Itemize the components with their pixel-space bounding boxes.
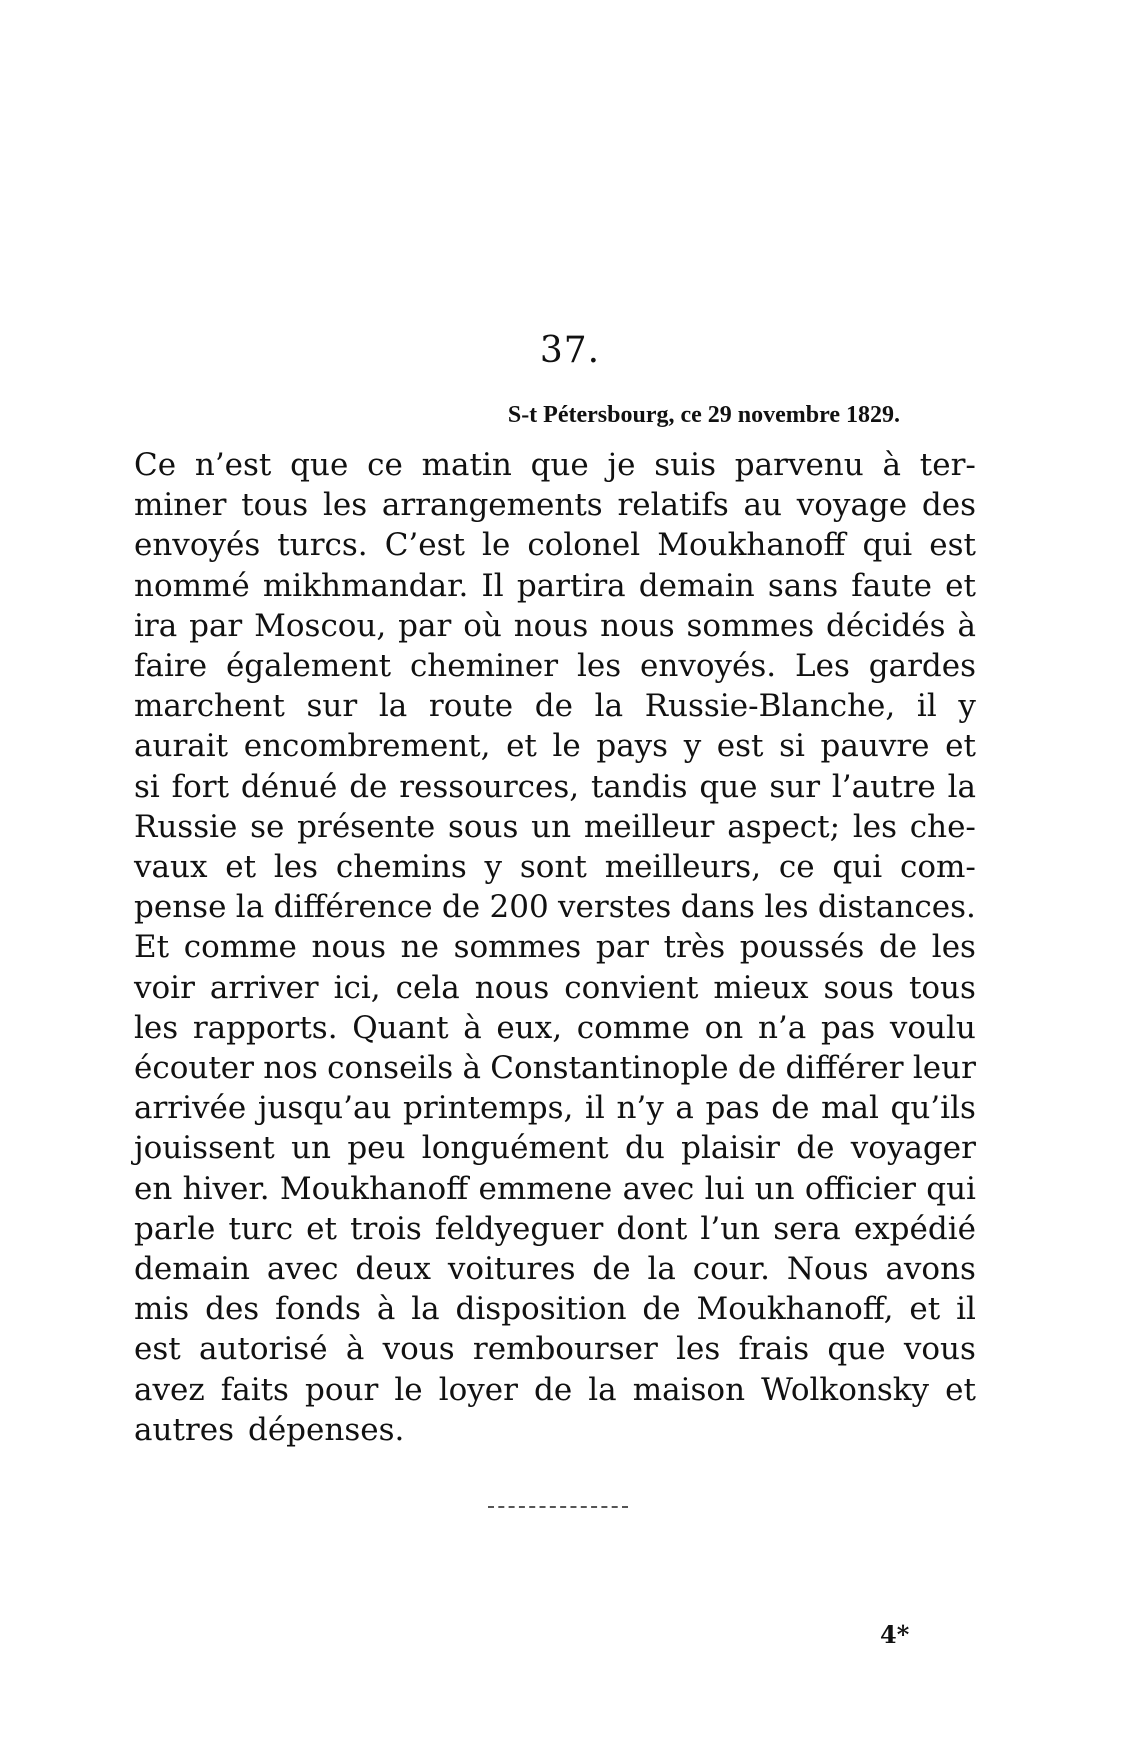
word: les (931, 929, 976, 966)
word: sera (773, 1210, 841, 1247)
word: la (378, 688, 408, 725)
word: par (595, 929, 649, 966)
word: demain (134, 1251, 250, 1288)
word: de (349, 768, 388, 805)
word: a (675, 1090, 694, 1127)
word: qu’ils (890, 1090, 976, 1127)
word: et (306, 1210, 337, 1247)
word: disposition (455, 1291, 627, 1328)
word: lui (704, 1170, 745, 1207)
word: conseils (327, 1050, 454, 1087)
text-line (134, 927, 976, 967)
word: un (754, 1170, 795, 1207)
word: est (929, 527, 976, 564)
word: à (957, 607, 976, 644)
word: turc (228, 1210, 294, 1247)
word: la (235, 889, 265, 926)
section-divider (488, 1506, 628, 1508)
word: plaisir (681, 1130, 780, 1167)
word: dépenses. (247, 1411, 405, 1448)
word: Les (795, 648, 850, 685)
word: le (552, 728, 581, 765)
word: meilleurs, (604, 849, 762, 886)
word: si (779, 728, 805, 765)
word: se (250, 808, 285, 845)
word: il (916, 688, 937, 725)
word: et (945, 1371, 976, 1408)
word: trois (350, 1210, 422, 1247)
word: avec (266, 1251, 339, 1288)
text-line (134, 887, 976, 927)
word: de (534, 1371, 573, 1408)
word: nous (311, 929, 387, 966)
word: la (588, 1371, 617, 1408)
word: vous (903, 1331, 976, 1368)
word: pour (305, 1371, 379, 1408)
word: de (642, 1291, 681, 1328)
word: dont (616, 1210, 688, 1247)
word: rembourser (472, 1331, 658, 1368)
word: Nous (786, 1251, 869, 1288)
text-line (134, 767, 976, 807)
word: voyage (796, 487, 908, 524)
word: tandis (590, 768, 688, 805)
word: qui (862, 527, 913, 564)
word: mieux (713, 969, 809, 1006)
word: marchent (134, 688, 285, 725)
word: C’est (384, 527, 465, 564)
text-line (134, 485, 976, 525)
word: expédié (853, 1210, 976, 1247)
word: aurait (134, 728, 229, 765)
word: de (771, 1090, 810, 1127)
word: les (322, 487, 368, 524)
text-line (134, 1209, 976, 1249)
word: par (189, 607, 243, 644)
word: n’y (616, 1090, 664, 1127)
word: les (273, 849, 319, 886)
word: que (827, 1331, 886, 1368)
word: envoyés. (640, 648, 777, 685)
word: eux, (496, 1009, 563, 1046)
word: et (945, 567, 976, 604)
word: en (134, 1170, 173, 1207)
word: avec (622, 1170, 695, 1207)
word: cour. (692, 1251, 771, 1288)
word: meilleur (583, 808, 715, 845)
word: voulu (889, 1009, 976, 1046)
text-line (134, 968, 976, 1008)
word: à (882, 447, 901, 483)
word: 200 (489, 889, 549, 926)
text-line (134, 606, 976, 646)
text-line (134, 1289, 976, 1329)
word: qui (926, 1170, 976, 1207)
word: sont (519, 849, 587, 886)
text-line (134, 1169, 976, 1209)
dateline: S-t Pétersbourg, ce 29 novembre 1829. (507, 402, 900, 428)
word: sous (823, 969, 894, 1006)
word: Wolkonsky (761, 1371, 930, 1408)
word: à (376, 1291, 396, 1328)
word: Moscou, (254, 607, 387, 644)
word: au (743, 487, 782, 524)
word: faits (220, 1371, 289, 1408)
word: envoyés (134, 527, 261, 564)
word: et (909, 1291, 941, 1328)
word: Moukhanoff (657, 527, 846, 564)
word: un (291, 1130, 331, 1167)
word: ici, (333, 969, 381, 1006)
word: Moukhanoff, (696, 1291, 894, 1328)
word: partira (516, 567, 626, 604)
text-line (134, 1249, 976, 1289)
word: Russie-Blanche, (644, 688, 896, 725)
word: aspect; (727, 808, 841, 845)
word: n’est (194, 447, 272, 483)
word: pas (820, 1009, 876, 1046)
word: loyer (438, 1371, 518, 1408)
word: Constantinople (490, 1050, 729, 1087)
word: emmene (478, 1170, 613, 1207)
word: route (428, 688, 514, 725)
word: de (534, 688, 573, 725)
text-line (134, 1329, 976, 1369)
word: Quant (352, 1009, 449, 1046)
text-line (134, 1128, 976, 1168)
word: à (345, 1331, 365, 1368)
word: sur (306, 688, 358, 725)
word: que (699, 768, 758, 805)
word: matin (421, 447, 512, 483)
word: de (441, 889, 481, 926)
word: que (290, 447, 349, 483)
word: ce (367, 447, 403, 483)
word: Ce (134, 447, 177, 483)
word: printemps, (403, 1090, 574, 1127)
word: l’autre (831, 768, 936, 805)
word: où (463, 607, 502, 644)
word: Et (134, 929, 170, 966)
word: parle (134, 1210, 216, 1247)
word: leur (912, 1050, 976, 1087)
word: les (134, 1009, 179, 1046)
word: très (663, 929, 726, 966)
word: jouissent (134, 1130, 275, 1167)
word: convient (564, 969, 699, 1006)
word: longuément (421, 1130, 609, 1167)
word: également (225, 648, 392, 685)
letter-number: 37. (539, 330, 601, 371)
word: nous (513, 607, 589, 644)
word: gardes (868, 648, 976, 685)
word: nos (263, 1050, 318, 1087)
word: des (205, 1291, 260, 1328)
word: comme (576, 1009, 690, 1046)
text-line (134, 525, 976, 565)
word: de (737, 1050, 777, 1087)
word: de (592, 1251, 631, 1288)
word: pas (705, 1090, 760, 1127)
word: la (647, 1251, 676, 1288)
word: tous (241, 487, 309, 524)
word: y (683, 728, 702, 765)
word: dénué (240, 768, 338, 805)
text-line (134, 566, 976, 606)
word: il (956, 1291, 976, 1328)
text-line (134, 847, 976, 887)
word: avons (885, 1251, 976, 1288)
word: par (398, 607, 452, 644)
word: arrangements (381, 487, 603, 524)
word: sommes (453, 929, 582, 966)
word: ter- (919, 447, 976, 483)
word: feldyeguer (434, 1210, 604, 1247)
word: demain (638, 567, 755, 604)
word: tous (908, 969, 976, 1006)
text-line (134, 807, 976, 847)
word: écouter (134, 1050, 254, 1087)
word: y (958, 688, 976, 725)
word: faute (851, 567, 932, 604)
word: distances. (817, 889, 976, 926)
word: avez (134, 1371, 205, 1408)
word: l’un (700, 1210, 761, 1247)
text-line (134, 445, 976, 485)
word: différence (273, 889, 433, 926)
word: faire (134, 648, 208, 685)
word: et (225, 849, 257, 886)
word: fort (171, 768, 230, 805)
text-line (134, 1088, 976, 1128)
text-line (134, 1410, 976, 1450)
word: pays (596, 728, 669, 765)
word: che- (909, 808, 976, 845)
word: nous (600, 607, 675, 644)
word: arriver (209, 969, 319, 1006)
word: sommes (686, 607, 815, 644)
word: la (947, 768, 976, 805)
word: vaux (134, 849, 208, 886)
text-line (134, 726, 976, 766)
word: il (585, 1090, 605, 1127)
word: à (462, 1050, 481, 1087)
word: on (704, 1009, 744, 1046)
word: frais (738, 1331, 810, 1368)
word: est (134, 1331, 181, 1368)
word: voitures (447, 1251, 576, 1288)
word: officier (804, 1170, 916, 1207)
word: Il (481, 567, 504, 604)
word: mis (134, 1291, 190, 1328)
word: ira (134, 607, 178, 644)
signature-mark: 4* (880, 1620, 910, 1649)
word: Russie (134, 808, 238, 845)
word: y (484, 849, 503, 886)
word: arrivée (134, 1090, 247, 1127)
word: sous (447, 808, 519, 845)
word: fonds (275, 1291, 361, 1328)
word: les (852, 808, 897, 845)
word: pense (134, 889, 227, 926)
word: sur (769, 768, 821, 805)
word: est (716, 728, 764, 765)
word: hiver. (182, 1170, 270, 1207)
word: comme (183, 929, 297, 966)
word: mikhmandar. (262, 567, 469, 604)
word: com- (899, 849, 976, 886)
text-line (134, 646, 976, 686)
word: cela (395, 969, 460, 1006)
word: des (921, 487, 976, 524)
word: de (878, 929, 918, 966)
word: si (134, 768, 160, 805)
word: dans (680, 889, 755, 926)
word: la (411, 1291, 440, 1328)
word: poussés (739, 929, 865, 966)
word: à (463, 1009, 482, 1046)
word: pauvre (820, 728, 930, 765)
word: décidés (826, 607, 946, 644)
word: peu (347, 1130, 406, 1167)
text-line (134, 686, 976, 726)
word: ressources, (399, 768, 580, 805)
word: un (531, 808, 572, 845)
word: turcs. (277, 527, 368, 564)
word: relatifs (617, 487, 729, 524)
word: miner (134, 487, 227, 524)
word: suis (654, 447, 716, 483)
word: la (594, 688, 624, 725)
word: les (676, 1331, 721, 1368)
word: colonel (527, 527, 641, 564)
word: et (506, 728, 537, 765)
word: voyager (850, 1130, 976, 1167)
word: présente (297, 808, 436, 845)
word: je (607, 447, 636, 483)
text-line (134, 1008, 976, 1048)
word: voir (134, 969, 195, 1006)
word: ne (400, 929, 439, 966)
word: deux (355, 1251, 432, 1288)
word: de (796, 1130, 835, 1167)
letter-body (134, 445, 976, 1450)
word: différer (785, 1050, 904, 1087)
word: nommé (134, 567, 250, 604)
word: jusqu’au (257, 1090, 392, 1127)
word: que (530, 447, 589, 483)
word: nous (474, 969, 550, 1006)
word: sans (767, 567, 839, 604)
word: maison (632, 1371, 746, 1408)
word: du (624, 1130, 665, 1167)
word: rapports. (192, 1009, 338, 1046)
word: les (576, 648, 622, 685)
word: mal (821, 1090, 879, 1127)
word: cheminer (409, 648, 559, 685)
word: encombrement, (243, 728, 491, 765)
word: chemins (335, 849, 467, 886)
word: autres (134, 1411, 234, 1448)
word: verstes (558, 889, 672, 926)
word: Moukhanoff (279, 1170, 469, 1207)
text-line (134, 1370, 976, 1410)
word: autorisé (198, 1331, 328, 1368)
word: les (764, 889, 809, 926)
text-line (134, 1048, 976, 1088)
word: parvenu (734, 447, 864, 483)
word: qui (832, 849, 883, 886)
word: ce (778, 849, 815, 886)
word: et (945, 728, 976, 765)
word: vous (382, 1331, 455, 1368)
word: n’a (757, 1009, 807, 1046)
word: le (482, 527, 511, 564)
word: le (394, 1371, 423, 1408)
